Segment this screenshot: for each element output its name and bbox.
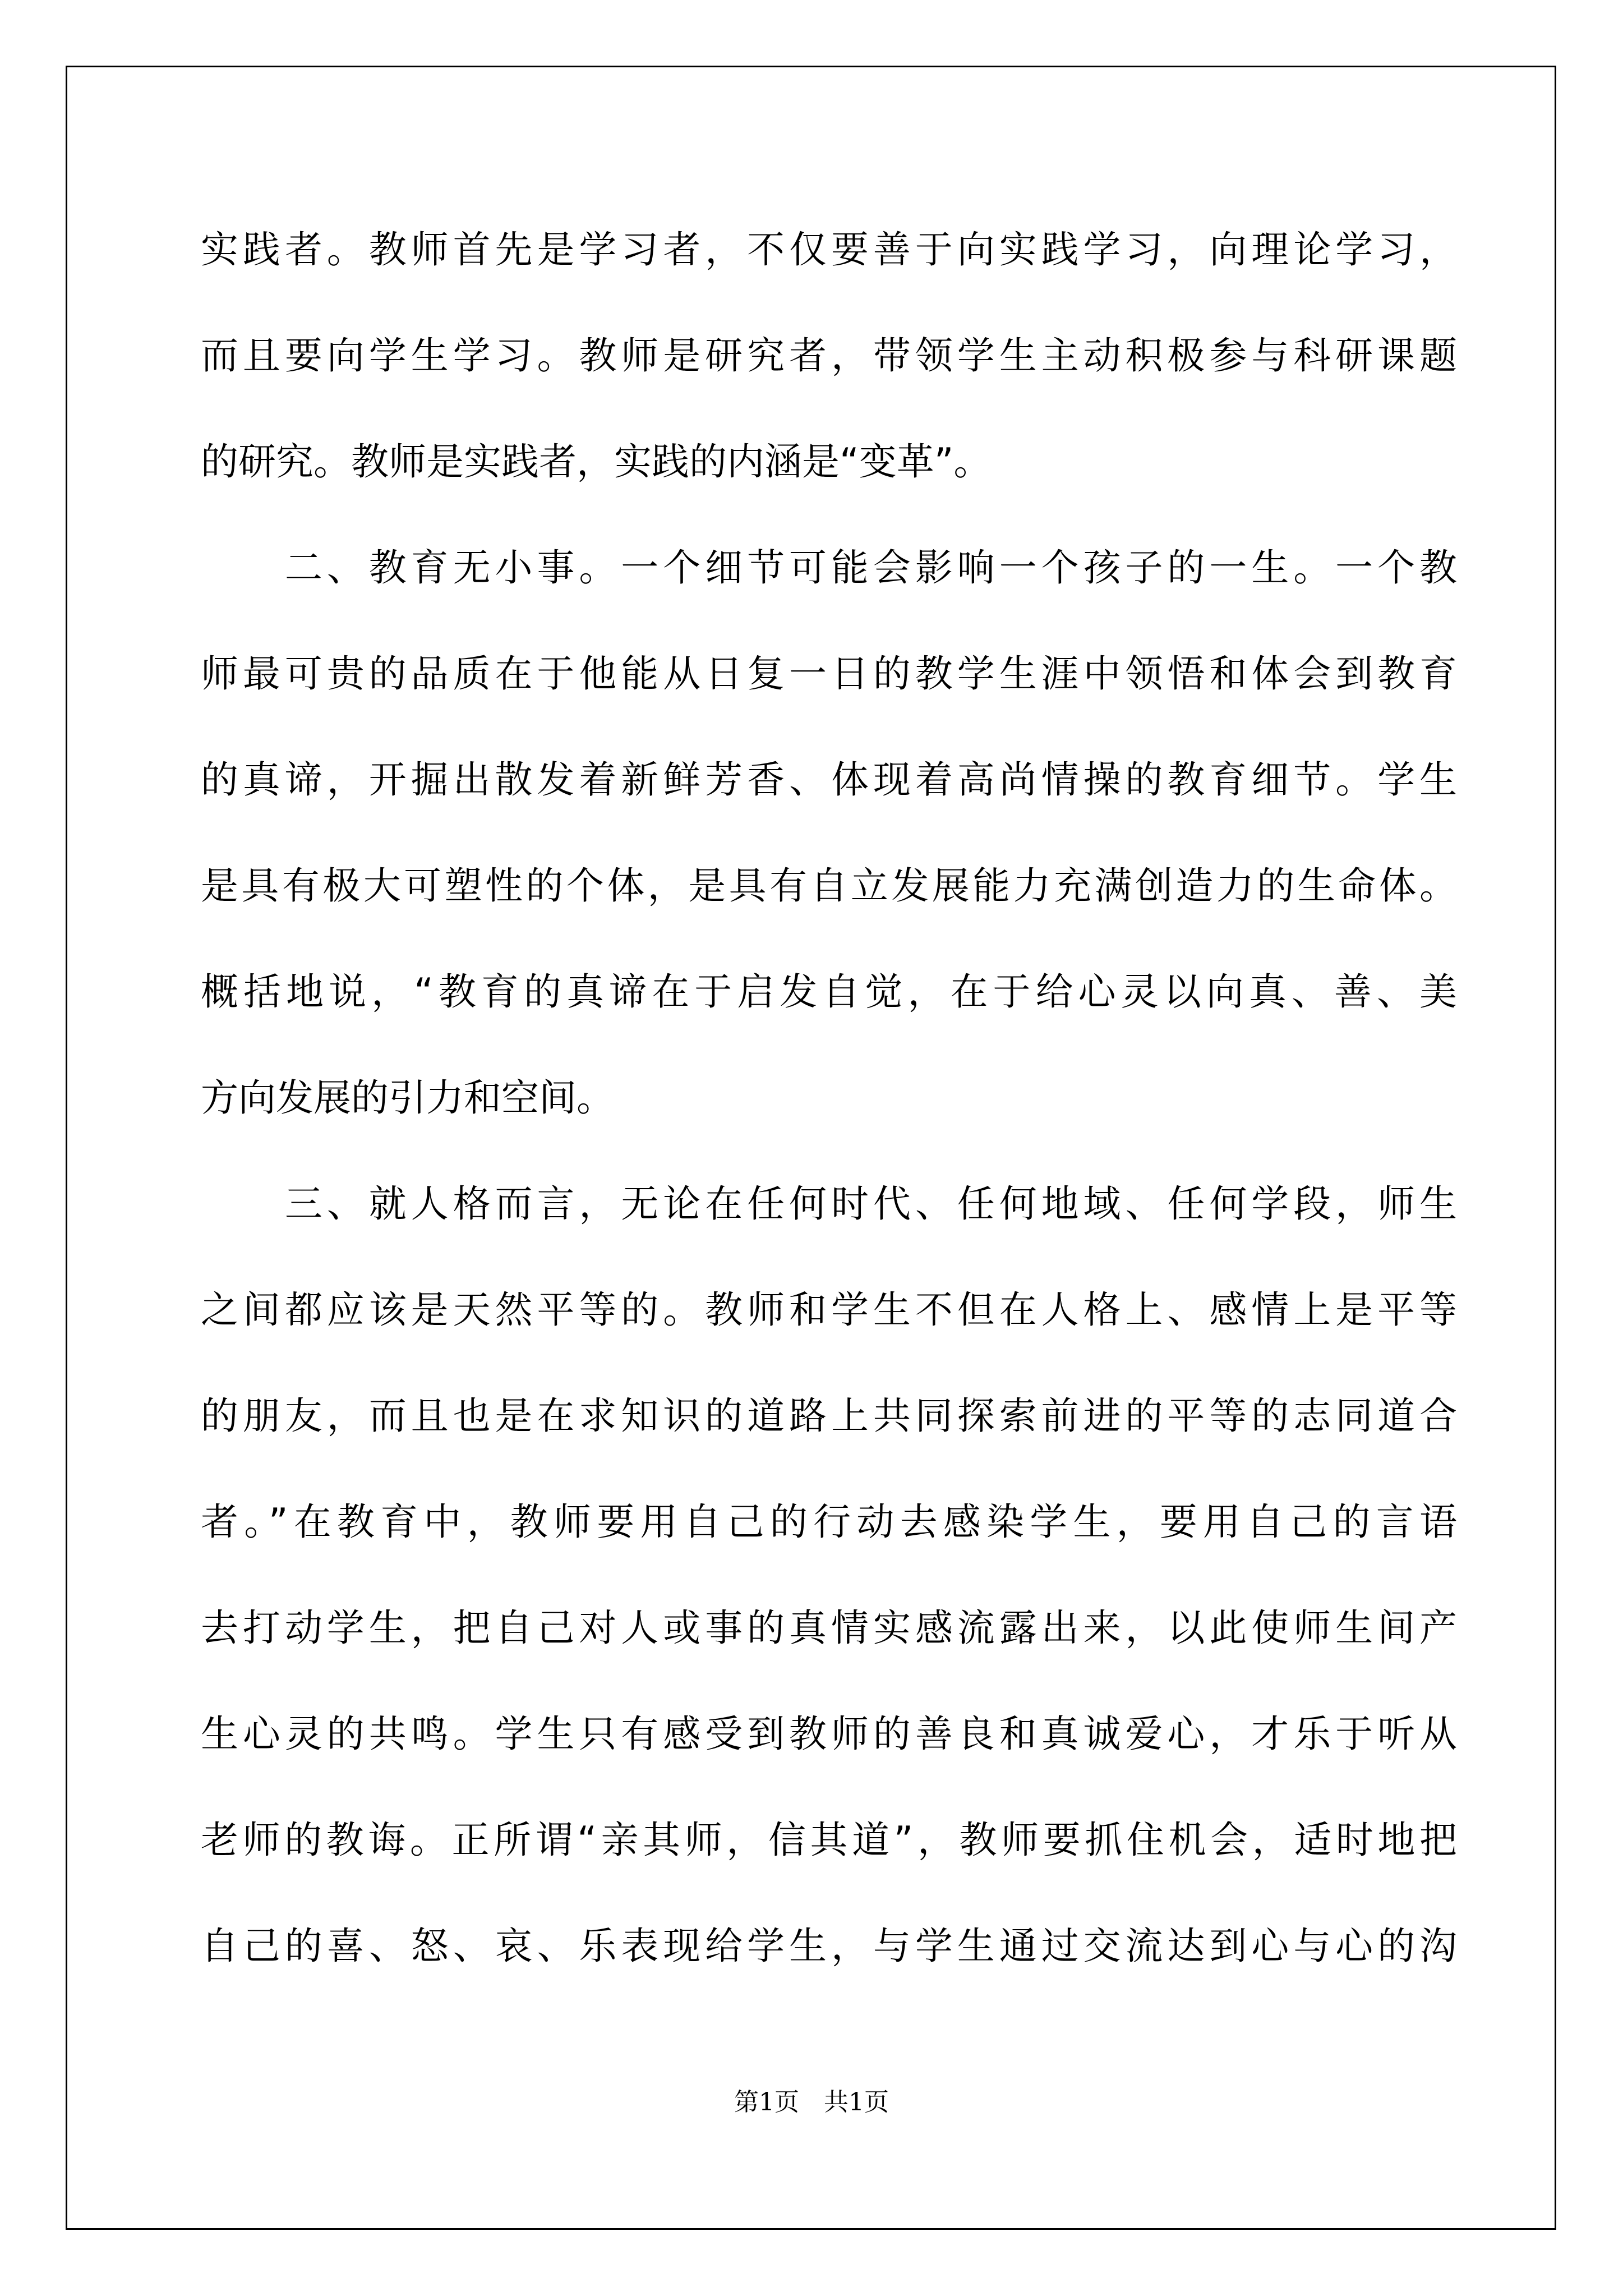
- text-line: 的真谛，开掘出散发着新鲜芳香、体现着高尚情操的教育细节。学生: [201, 758, 1457, 802]
- text-line: 自己的喜、怒、哀、乐表现给学生，与学生通过交流达到心与心的沟: [201, 1924, 1457, 1968]
- text-line: 之间都应该是天然平等的。教师和学生不但在人格上、感情上是平等: [201, 1288, 1457, 1332]
- text-line: 师最可贵的品质在于他能从日复一日的教学生涯中领悟和体会到教育: [201, 652, 1457, 696]
- page-number: 第1页 共1页: [734, 2088, 889, 2116]
- text-line: 的研究。教师是实践者，实践的内涵是“变革”。: [201, 440, 992, 484]
- text-line: 去打动学生，把自己对人或事的真情实感流露出来，以此使师生间产: [201, 1606, 1457, 1650]
- text-line: 二、教育无小事。一个细节可能会影响一个孩子的一生。一个教: [201, 546, 1457, 590]
- text-line: 生心灵的共鸣。学生只有感受到教师的善良和真诚爱心，才乐于听从: [201, 1712, 1457, 1756]
- text-line: 三、就人格而言，无论在任何时代、任何地域、任何学段，师生: [201, 1182, 1457, 1226]
- page-frame: [66, 66, 1556, 2230]
- text-line: 者。”在教育中，教师要用自己的行动去感染学生，要用自己的言语: [201, 1500, 1457, 1544]
- text-line: 概括地说，“教育的真谛在于启发自觉，在于给心灵以向真、善、美: [201, 970, 1457, 1014]
- text-line: 而且要向学生学习。教师是研究者，带领学生主动积极参与科研课题: [201, 334, 1457, 378]
- text-line: 方向发展的引力和空间。: [201, 1076, 614, 1120]
- text-line: 是具有极大可塑性的个体，是具有自立发展能力充满创造力的生命体。: [201, 864, 1457, 908]
- text-line: 实践者。教师首先是学习者，不仅要善于向实践学习，向理论学习，: [201, 228, 1457, 272]
- text-line: 老师的教诲。正所谓“亲其师，信其道”，教师要抓住机会，适时地把: [201, 1818, 1457, 1862]
- text-line: 的朋友，而且也是在求知识的道路上共同探索前进的平等的志同道合: [201, 1394, 1457, 1438]
